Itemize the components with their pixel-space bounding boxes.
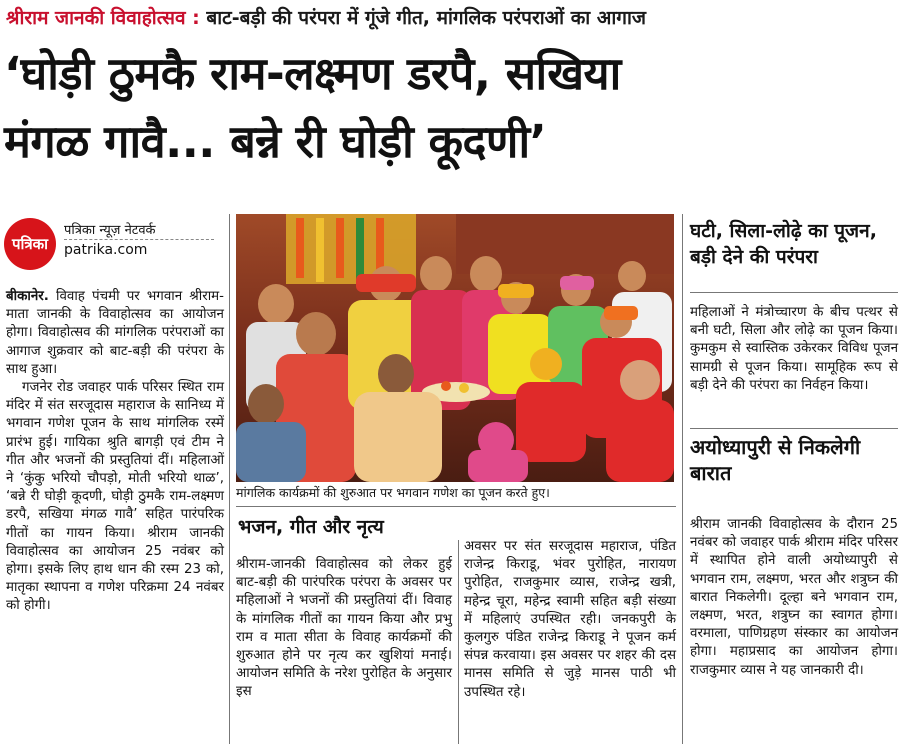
kicker-label: श्रीराम जानकी विवाहोत्सव [6,7,186,29]
headline-line-1: ‘घोड़ी ठुमकै राम-लक्ष्मण डरपै, सखिया [4,47,621,100]
column-divider-right [682,214,683,744]
middle-subhead: भजन, गीत और नृत्य [238,516,384,538]
kicker-text: बाट-बड़ी की परंपरा में गूंजे गीत, मांगलिक परंपराओं का आगाज [206,7,646,29]
left-para-1 [6,288,224,379]
byline-agency: पत्रिका न्यूज़ नेटवर्क [64,223,156,238]
left-column [6,288,224,616]
column-divider-middle [458,540,459,744]
ganesh-puja-photo [236,214,674,482]
left-para-2: गजनेर रोड जवाहर पार्क परिसर स्थित राम मंदिर में संत सरजूदास महाराज के सानिध्य में भगवान गणेश पूजन के साथ मांगलिक रस्में प्रारंभ हुई। गायिका श्रुति बागड़ी एवं टीम ने गीत और भजनों की प्रस्तुतियां दीं। महिलाओं ने ‘कुंकु भरियो चौपड़ो, मोती भरियो थाळ’, ‘बन्ने री घोड़ी कूदणी, घोड़ी ठुमकै राम-लक्ष्मण डरपै, सखिया मंगळ गावै’ सहित पारंपरिक गीतों का गायन किया। श्रीराम जानकी विवाहोत्सव का आयोजन 25 नवंबर को होगा। इसके लिए हाथ धान की रस्म 23 को, मातृका स्थापना व गणेश परिक्रमा 24 नवंबर को होगी। [6,380,224,614]
byline-divider [64,239,214,240]
patrika-logo: पत्रिका [4,218,56,270]
kicker-line [6,4,896,34]
kicker-separator: : [185,7,207,29]
photo-caption: मांगलिक कार्यक्रमों की शुरुआत पर भगवान गणेश का पूजन करते हुए। [236,485,550,500]
right-subhead-2: अयोध्यापुरी से निकलेगी बारात [690,435,861,485]
headline-line-2: मंगळ गावै... बन्ने री घोड़ी कूदणी’ [4,115,547,168]
right-text-1: महिलाओं ने मंत्रोच्चारण के बीच पत्थर से बनी घटी, सिला और लोढ़े का पूजन किया। कुमकुम से स्वास्तिक उकेरकर विविध पूजन सामग्री से पूजन किया। सामूहिक रूप से बड़ी देने की परंपरा का निर्वहन किया। [690,305,898,393]
right-divider-1 [690,292,898,293]
byline [4,214,226,274]
right-divider-2 [690,428,898,429]
right-subhead-1: घटी, सिला-लोढ़े का पूजन, बड़ी देने की परंपरा [690,220,877,268]
photo-illustration [236,214,674,482]
caption-divider [236,506,676,507]
middle-column-2: अवसर पर संत सरजूदास महाराज, पंडित राजेन्द्र किराडू, भंवर पुरोहित, नारायण पुरोहित, राजकुमार व्यास, राजेन्द्र खत्री, महेन्द्र चूरा, महेन्द्र स्वामी सहित बड़ी संख्या में महिलाएं उपस्थित रही। जनकपुरी के कुलगुरु पंडित राजेन्द्र किराडू ने पूजन कर्म संपन्न करवाया। इस अवसर पर शहर की दस मानस समिति से जुड़े मानस पाठी भी उपस्थित रहे। [464,539,676,700]
right-text-2: श्रीराम जानकी विवाहोत्सव के दौरान 25 नवंबर को जवाहर पार्क श्रीराम मंदिर परिसर में स्थापित होने वाली अयोध्यापुरी से भगवान राम, लक्ष्मण, भरत और शत्रुघ्न की बारात निकलेगी। दूल्हा बने भगवान राम, लक्ष्मण, भरत, शत्रुघ्न का स्वागत होगा। वरमाला, पाणिग्रहण संस्कार का आयोजन होगा। महाप्रसाद का आयोजन होगा। राजकुमार व्यास ने यह जानकारी दी। [690,517,898,678]
byline-site: patrika.com [64,242,148,258]
dateline: बीकानेर. [6,289,49,304]
column-divider-left [229,214,230,744]
left-para-1-text: विवाह पंचमी पर भगवान श्रीराम-माता जानकी के विवाहोत्सव का आयोजन होगा। विवाहोत्सव की मांगलिक परंपराओं का आगाज शुक्रवार को बाट-बड़ी की परंपरा के साथ हुआ। [6,289,224,377]
middle-column-1: श्रीराम-जानकी विवाहोत्सव को लेकर हुई बाट-बड़ी की पारंपरिक परंपरा के अवसर पर महिलाओं ने भजनों की प्रस्तुतियां दीं। विवाह के मांगलिक गीतों का गायन किया और प्रभु राम व माता सीता के विवाह कार्यक्रमों की शुरुआत होने पर नृत्य कर खुशियां मनाई। आयोजन समिति के नरेश पुरोहित के अनुसार इस [236,557,452,700]
headline [4,40,896,176]
